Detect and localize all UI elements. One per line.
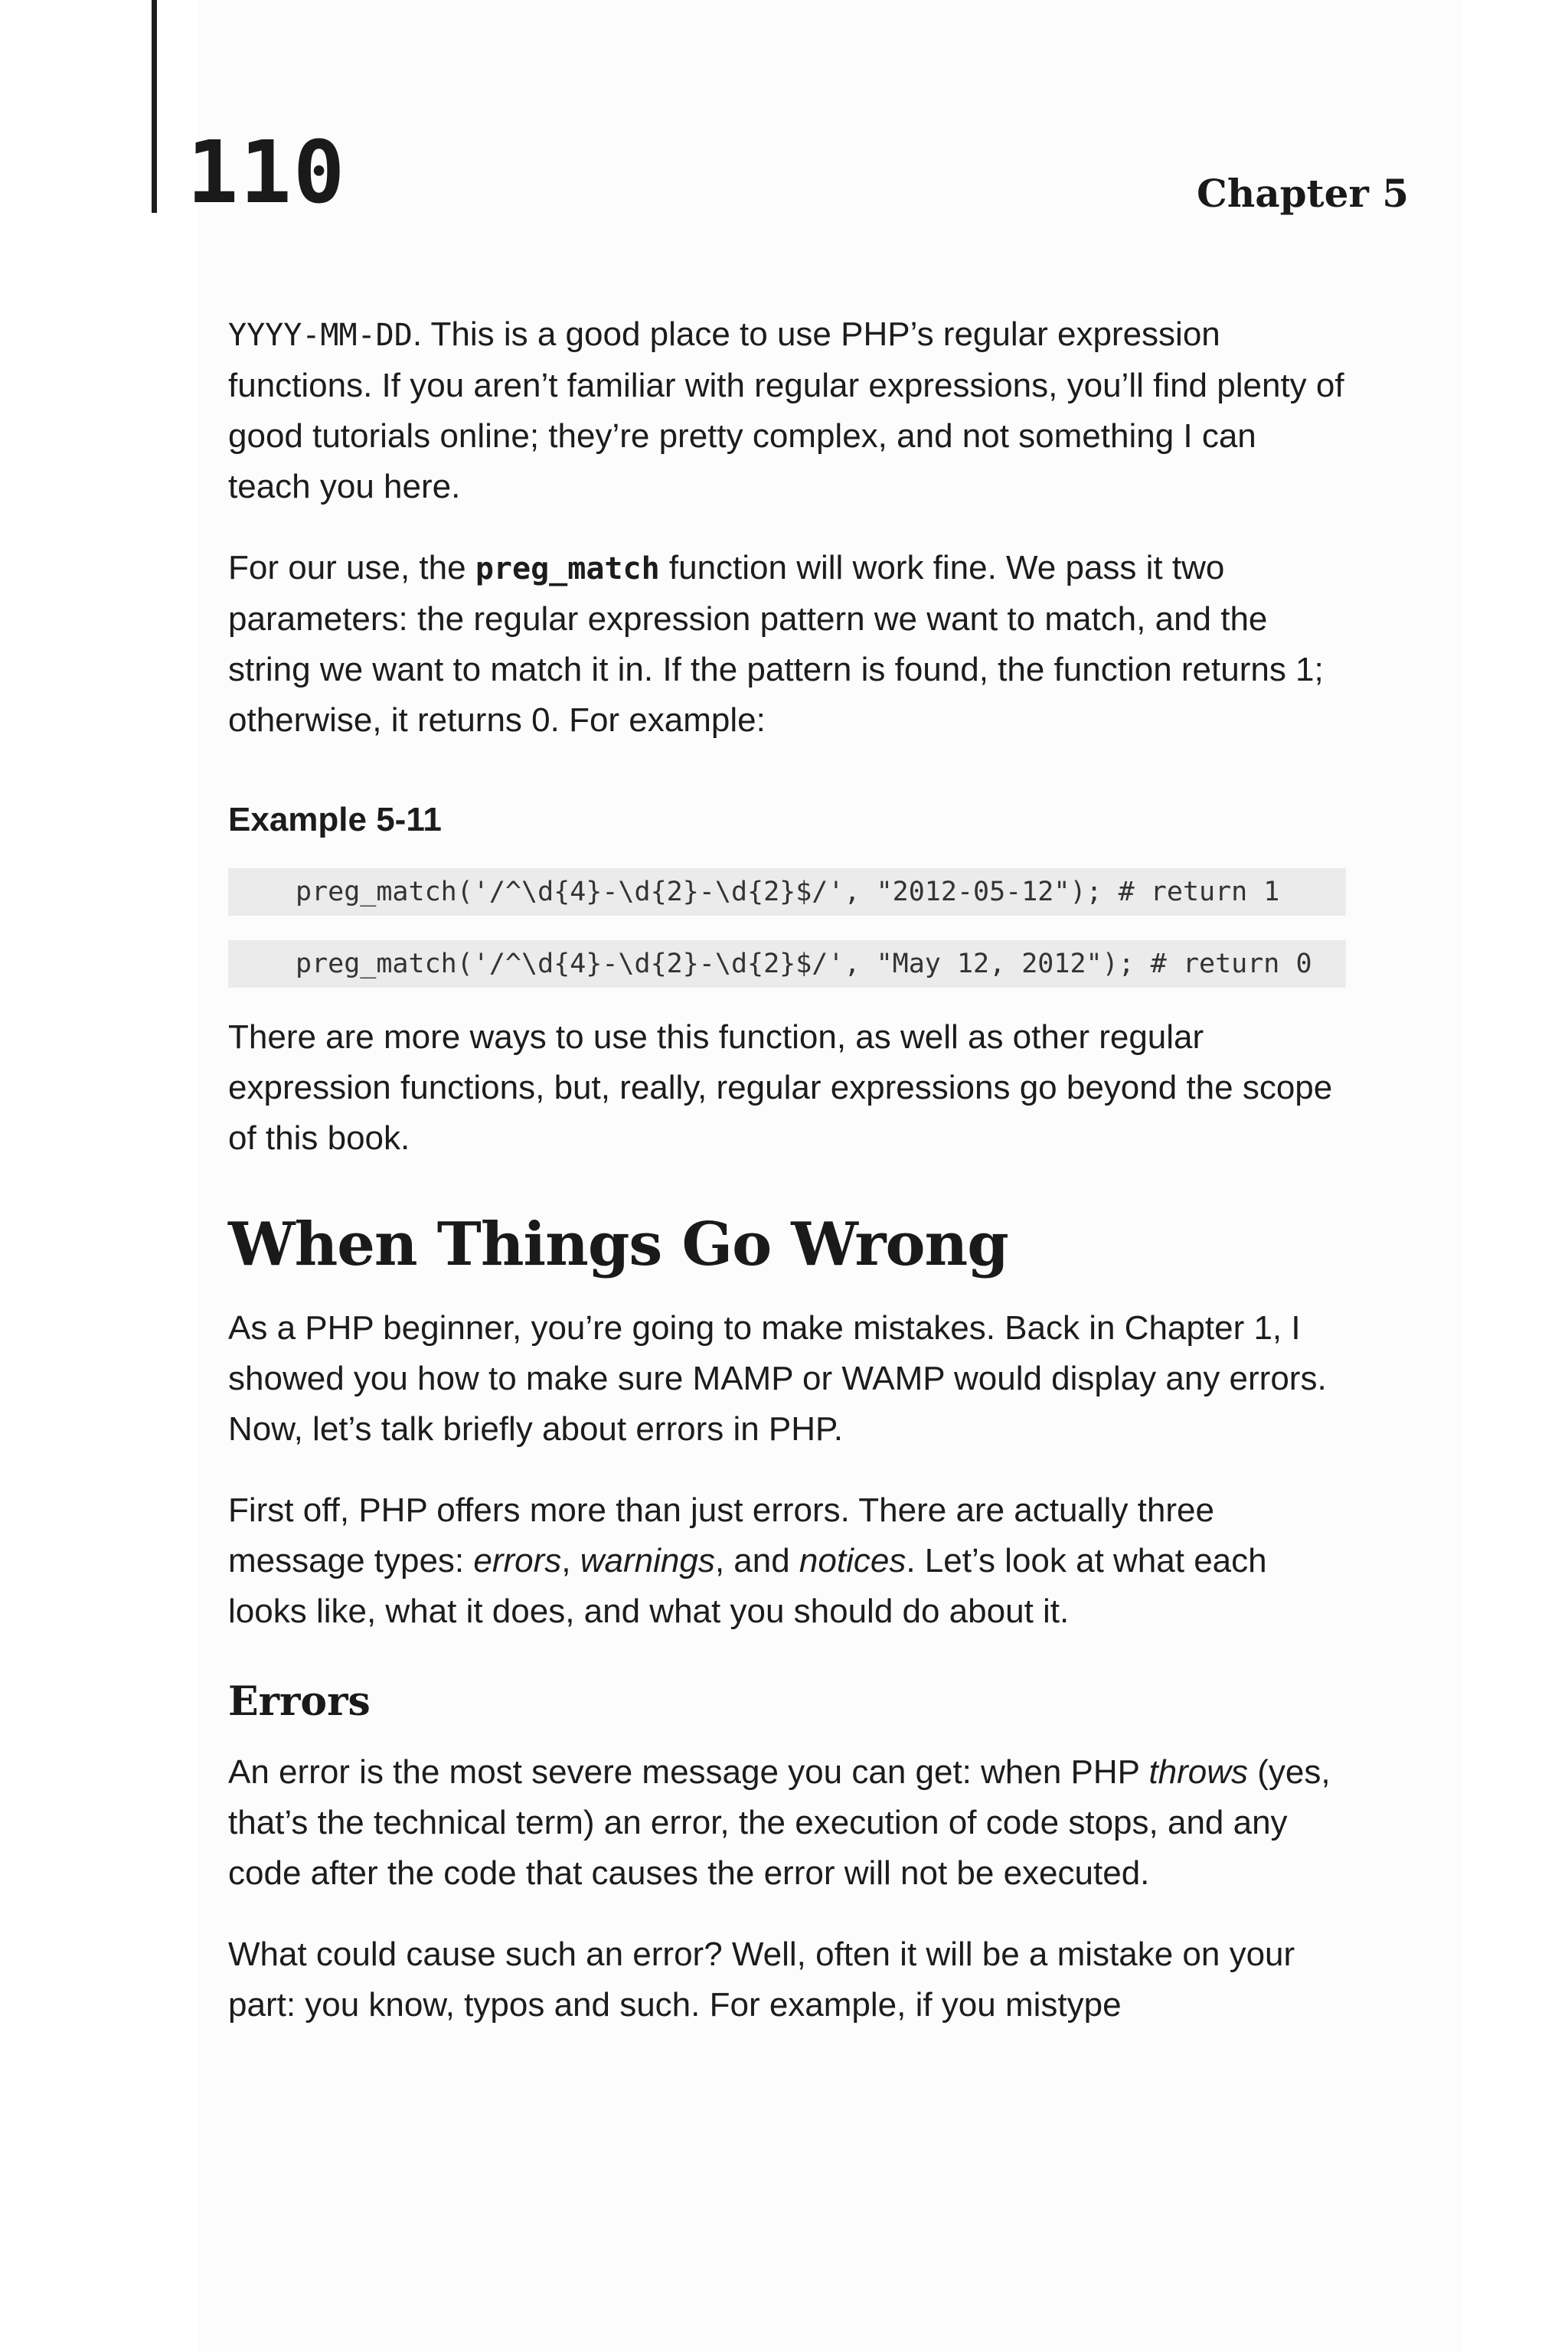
page-number: 110 [187,123,347,223]
paragraph: As a PHP beginner, you’re going to make mistakes. Back in Chapter 1, I showed you how to make sure MAMP or WAMP would display any errors. Now, let’s talk briefly about errors in PHP. [228,1309,1327,1448]
paragraph: What could cause such an error? Well, often it will be a mistake on your part: you know, typos and such. For example, if you mistype [228,1936,1295,2024]
paragraph: There are more ways to use this function, as well as other regular expression functions, but, really, regular expressions go beyond the scope of this book. [228,1018,1333,1157]
subsection-heading: Errors [228,1678,371,1725]
paragraph-text: (yes, that’s the technical term) an error, the execution of code stops, and any code after the code that causes the error will not be executed. [228,1753,1331,1892]
paragraph [228,309,1346,512]
paragraph-text: First off, PHP offers more than just errors. There are actually three message types: [228,1491,1214,1579]
margin-rule [152,0,157,213]
paragraph-text: , and [714,1542,799,1579]
paragraph-text: An error is the most severe message you can get: when PHP [228,1753,1149,1791]
paragraph-text: . This is a good place to use PHP’s regular expression functions. If you aren’t familiar with regular expressions, you’ll find plenty of good tutorials online; they’re pretty complex, and not something I can teach you here. [228,315,1344,505]
section-heading: When Things Go Wrong [228,1210,1008,1279]
paragraph [228,1485,1346,1637]
paragraph-text: function will work fine. We pass it two parameters: the regular expression pattern we want to match, and the string we want to match it in. If the pattern is found, the function returns 1; otherwise, it returns 0. For example: [228,549,1324,739]
code-line: preg_match('/^\d{4}-\d{2}-\d{2}$/', "May 12, 2012"); # return 0 [228,940,1346,988]
emphasis: errors [473,1542,562,1579]
paragraph-text: . Let’s look at what each looks like, what it does, and what you should do about it. [228,1542,1267,1630]
example-label: Example 5-11 [228,801,442,838]
inline-code: YYYY-MM-DD [228,318,413,353]
paragraph [228,1747,1346,1899]
code-block [228,868,1346,988]
emphasis: notices [799,1542,906,1579]
paragraph-text: For our use, the [228,549,475,586]
emphasis: throws [1148,1753,1249,1791]
code-line: preg_match('/^\d{4}-\d{2}-\d{2}$/', "2012-05-12"); # return 1 [228,868,1346,916]
chapter-label: Chapter 5 [1197,171,1409,216]
paragraph [228,543,1346,746]
paragraph-text: , [561,1542,580,1579]
inline-code: preg_match [475,551,660,586]
page-content [228,309,1346,2061]
emphasis: warnings [580,1542,715,1579]
